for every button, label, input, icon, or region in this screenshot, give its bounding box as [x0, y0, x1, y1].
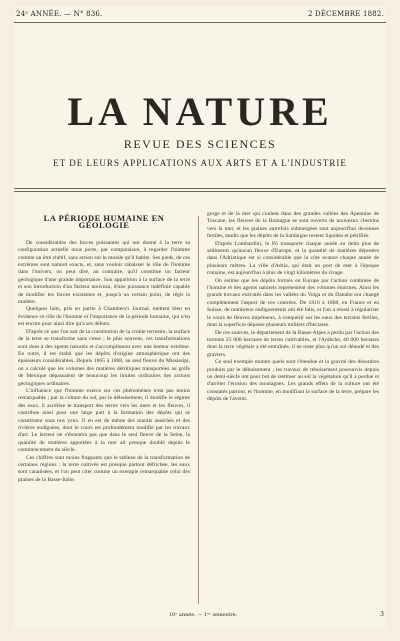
journal-title: LA NATURE	[67, 89, 333, 134]
right-paragraph: gorge et de la mer qui coulent dans des grandes vallées des Apennins de Toscane, les fleuves de la Romagne se sont ouverts de nouveaux chemins vers la mer, et les plaines autrefois submergées sont aujourd'hui devenues fertiles, tandis que les dépôts de la Sardaigne restent liquides et pétrifiés.	[207, 211, 379, 240]
issue-header	[14, 6, 386, 22]
article-title: LA PÉRIODE HUMAINE EN GÉOLOGIE	[43, 213, 165, 231]
left-paragraph: D'après ce que l'on sait de la constitution de la croûte terrestre, la surface de la terre se transforme sans cesse ; le plus souvent, ces transformations sont dues à des agents naturels et s'accomplissent avec une lenteur extrême. En outre, il est établi que les dépôts d'origine atmosphérique ont des épaisseurs considérables. Depuis 1865 à 1868, au seul fleuve du Mississipi, on a calculé que les volumes des matières détritiques transportées au golfe de Mexique dépassaient de beaucoup les limites ordinaires des actions géologiques ordinaires.	[18, 328, 190, 387]
page-footer	[14, 610, 386, 622]
right-column	[207, 211, 379, 606]
masthead-rule-top	[14, 188, 386, 189]
right-paragraph: On estime que les dépôts formés en Europe par l'action combinée de l'homme et des agents naturels représentent des volumes énormes. Ainsi les grands travaux exécutés dans les vallées du Volga et du Danube ont changé complètement l'aspect de ces contrées. De 1816 à 1868, en France et en Suisse, de nombreux endiguements ont été faits, et l'on a réussi à régulariser le cours de fleuves impétueux, à conquérir sur les eaux des terrains fertiles, dont la superficie dépasse plusieurs milliers d'hectares.	[207, 277, 379, 329]
issue-number: 24ᵉ ANNÉE. — N° 836.	[16, 10, 103, 18]
journal-tagline: ET DE LEURS APPLICATIONS AUX ARTS ET A L'INDUSTRIE	[53, 158, 347, 168]
right-paragraph: Ce seul exemple montre quels sont l'étendue et la gravité des désordres produits par le déboisement ; les travaux de reboisement poursuivis depuis un demi-siècle ont pour but de restituer au sol la végétation qu'il a perdue et d'arrêter l'érosion des montagnes. Les grands effets de la culture ont été constatés partout, et l'homme, en modifiant la surface de la terre, prépare les dépôts de l'avenir.	[207, 359, 379, 403]
right-paragraph: De ces sources, le département de la Basse-Alpes a perdu par l'action des torrents 25 000 hectares de terres cultivables, et l'Ardèche, 40 000 hectares dont la terre végétale a été entraînée, il ne reste plus qu'un sol dénudé et des graviers.	[207, 329, 379, 358]
left-paragraph: L'influence que l'homme exerce sur ces phénomènes n'est pas moins remarquable ; par la culture du sol, par le déboisement, il modifie le régime des eaux, il accélère le transport des terres vers les mers et les fleuves, il contribue ainsi pour une large part à la formation des dépôts qui se constituent sous nos yeux. Il en est de même des marais asséchés et des rivières endiguées, dont le cours est profondément modifié par les travaux d'art. Le lecteur ne s'étonnera pas que dans le seul fleuve de la Seine, la quantité de matières apportées à la mer ait presque doublé depuis le commencement du siècle.	[18, 387, 190, 454]
journal-subtitle: REVUE DES SCIENCES	[123, 137, 277, 151]
masthead-rule-bottom	[14, 191, 386, 192]
left-paragraph: De considérables des forces puissantes qui ont donné à la terre sa configuration actuelle nous porte, par comparaison, à regarder l'homme comme un être chétif, sans action sur le monde qu'il habite. Ses pieds, de ces extrêmes sont naturel exacts, et, sans vouloir rabaisser le rôle de l'homme dans l'univers, on peut dire, au contraire, qu'il constitue un facteur géologique d'une grande importance. Son apparition à la surface de la terre et son introduction d'un facteur nouveau, d'une puissance indéfinie capable de modifier les forces existantes et, jusqu'à un certain point, de régir la matière.	[18, 239, 190, 306]
journal-page	[14, 6, 386, 628]
header-rule	[14, 22, 386, 23]
page-number: 3	[380, 611, 384, 618]
footer-volume: 10ᵉ année. — 1ᵉʳ semestre.	[169, 612, 238, 618]
right-paragraph: D'après Lombardini, le Pô transporte chaque année au delta plus de sédiments qu'aucun fleuve d'Europe, et la quantité de matières déposées dans l'Adriatique est si considérable que la côte avance chaque année de plusieurs mètres. La ville d'Adria, qui était un port de mer à l'époque romaine, est aujourd'hui à plus de vingt kilomètres du rivage.	[207, 240, 379, 277]
issue-date: 2 DÉCEMBRE 1882.	[307, 10, 384, 18]
left-paragraph: Ces chiffres sont moins frappants que le tableau de la transformation de certaines régions : la terre cultivée est presque partout défrichée, les eaux sont canalisées, et l'on peut citer comme un exemple remarquable celui des plaines de la Basse-Italie.	[18, 454, 190, 483]
column-divider	[198, 216, 199, 604]
left-column	[18, 211, 190, 606]
left-paragraph: Quelques faits, pris en partie à Chambers's Journal, mettent bien en évidence ce rôle de l'homme et l'importance de la période humaine, qui n'en est encore pour ainsi dire qu'à ses débuts.	[18, 306, 190, 328]
